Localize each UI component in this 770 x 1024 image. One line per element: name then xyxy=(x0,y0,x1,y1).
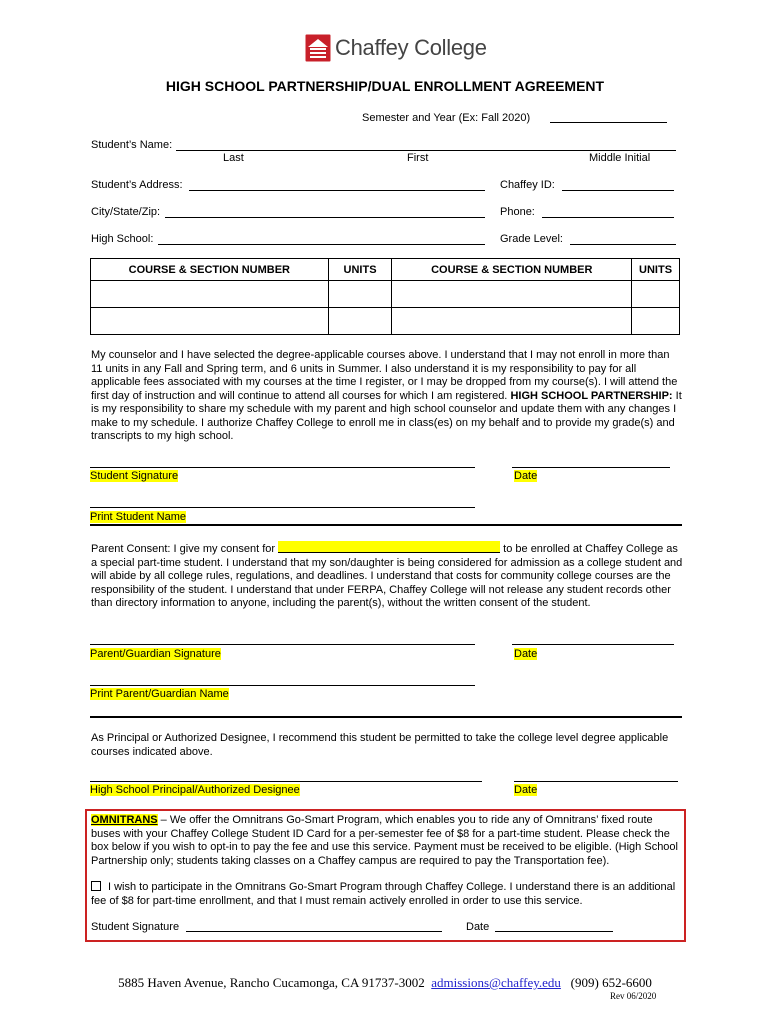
city-field[interactable] xyxy=(165,205,485,218)
section-divider xyxy=(90,524,682,526)
table-row xyxy=(91,281,680,308)
print-student-name-line[interactable] xyxy=(90,497,475,508)
chaffey-logo xyxy=(305,31,487,65)
omnitrans-optin xyxy=(91,881,681,908)
parent-signature-line[interactable] xyxy=(90,634,475,645)
high-school-label: High School: xyxy=(91,233,154,245)
table-header: UNITS xyxy=(632,259,680,281)
student-date-label: Date xyxy=(514,470,538,482)
student-name-blank[interactable] xyxy=(278,541,500,553)
college-seal-icon xyxy=(305,34,331,62)
table-header: COURSE & SECTION NUMBER xyxy=(392,259,632,281)
print-student-name-label: Print Student Name xyxy=(90,511,186,523)
print-parent-name-label: Print Parent/Guardian Name xyxy=(90,688,229,700)
consent-rest: as a special part-time student. I understand that my son/daughter is being considered for admission as a college student and will abide by all college rules, regulations, and deadlines. I understand that costs for community college courses are the responsibility of the student. I understand that under FERPA, Chaffey College will not release any student records other than directory information to anyone, including the parent(s), without the written consent of the student. xyxy=(91,543,683,609)
grade-field[interactable] xyxy=(570,232,676,245)
brand-name: Chaffey College xyxy=(335,35,487,60)
student-date-line[interactable] xyxy=(512,457,670,468)
principal-paragraph: As Principal or Authorized Designee, I recommend this student be permitted to take the college level degree applicable courses indicated above. xyxy=(91,732,669,758)
units-cell[interactable] xyxy=(632,308,680,335)
table-row xyxy=(91,308,680,335)
consent-mid: to be enrolled at Chaffey College xyxy=(503,543,664,555)
city-label: City/State/Zip: xyxy=(91,206,161,218)
chaffey-id-field[interactable] xyxy=(562,178,674,191)
units-cell[interactable] xyxy=(632,281,680,308)
address-label: Student’s Address: xyxy=(91,179,183,191)
table-header: UNITS xyxy=(328,259,392,281)
course-cell[interactable] xyxy=(91,308,329,335)
name-first-label: First xyxy=(407,152,429,164)
phone-label: Phone: xyxy=(500,206,535,218)
principal-date-label: Date xyxy=(514,784,538,796)
course-cell[interactable] xyxy=(91,281,329,308)
parent-date-label: Date xyxy=(514,648,538,660)
optin-checkbox[interactable] xyxy=(91,881,101,891)
partnership-heading: HIGH SCHOOL PARTNERSHIP: xyxy=(510,389,673,402)
phone-field[interactable] xyxy=(542,205,674,218)
page-title: HIGH SCHOOL PARTNERSHIP/DUAL ENROLLMENT AGREEMENT xyxy=(165,78,605,94)
footer-phone: (909) 652-6600 xyxy=(570,975,652,990)
grade-label: Grade Level: xyxy=(500,233,563,245)
student-signature-line[interactable] xyxy=(90,457,475,468)
footer-address: 5885 Haven Avenue, Rancho Cucamonga, CA 91737-3002 xyxy=(118,975,425,990)
parent-signature-label: Parent/Guardian Signature xyxy=(90,648,221,660)
print-parent-name-line[interactable] xyxy=(90,675,475,686)
agreement-paragraph xyxy=(91,349,683,444)
omnitrans-signature-label: Student Signature xyxy=(91,921,180,933)
agreement-text: My counselor and I have selected the degree-applicable courses above. I understand that I may not enroll in more than 11 units in any Fall and Spring term, and 6 units in Summer. I also understand it is my responsibility to pay for all applicable fees associated with my courses at the time I register, or I may be dropped from my course(s). I will attend the first day of instruction and will continue to attend all courses for which I am registered. xyxy=(91,349,678,402)
consent-start: Parent Consent: I give my consent for xyxy=(91,543,276,555)
footer xyxy=(0,975,770,991)
student-name-label: Student’s Name: xyxy=(91,139,173,151)
omnitrans-text: – We offer the Omnitrans Go-Smart Program, which enables you to ride any of Omnitrans’ fixed route buses with your Chaffey College Student ID Card for a per-semester fee of $8 for a part-time student. Please check the box below if you wish to opt-in to pay the fee and use this service. Payment must be received to be eligible. (High School Partnership only; students taking classes on a Chaffey campus are required to pay the Transportation fee). xyxy=(91,814,678,867)
omnitrans-signature-line[interactable] xyxy=(186,919,442,932)
units-cell[interactable] xyxy=(328,308,392,335)
course-cell[interactable] xyxy=(392,308,632,335)
section-divider xyxy=(90,716,682,718)
revision-label: Rev 06/2020 xyxy=(610,991,657,1001)
principal-signature-label: High School Principal/Authorized Designee xyxy=(90,784,300,796)
omnitrans-label: OMNITRANS xyxy=(91,814,158,826)
student-name-field[interactable] xyxy=(176,138,676,151)
principal-signature-line[interactable] xyxy=(90,771,482,782)
courses-table xyxy=(90,258,680,335)
name-middle-label: Middle Initial xyxy=(589,152,651,164)
footer-email-link[interactable]: admissions@chaffey.edu xyxy=(431,975,561,990)
chaffey-id-label: Chaffey ID: xyxy=(500,179,555,191)
optin-text: I wish to participate in the Omnitrans Go-Smart Program through Chaffey College. I understand there is an additional fee of $8 for part-time enrollment, and that I must remain actively enrolled in order to use this service. xyxy=(91,881,676,907)
agreement-text-rest: It is my responsibility to share my schedule with my parent and high school counselor and update them with any changes I make to my schedule. I authorize Chaffey College to enroll me in class(es) on my behalf and to provide my grade(s) and transcripts to my high school. xyxy=(91,389,682,442)
parent-date-line[interactable] xyxy=(512,634,674,645)
semester-label: Semester and Year (Ex: Fall 2020) xyxy=(362,112,531,124)
parent-consent-paragraph xyxy=(91,541,683,611)
high-school-field[interactable] xyxy=(158,232,485,245)
student-signature-label: Student Signature xyxy=(90,470,179,482)
principal-date-line[interactable] xyxy=(514,771,678,782)
address-field[interactable] xyxy=(189,178,485,191)
name-last-label: Last xyxy=(223,152,244,164)
omnitrans-paragraph xyxy=(91,814,681,868)
omnitrans-date-line[interactable] xyxy=(495,919,613,932)
course-cell[interactable] xyxy=(392,281,632,308)
table-header: COURSE & SECTION NUMBER xyxy=(91,259,329,281)
omnitrans-date-label: Date xyxy=(466,921,490,933)
semester-field[interactable] xyxy=(550,110,667,123)
units-cell[interactable] xyxy=(328,281,392,308)
